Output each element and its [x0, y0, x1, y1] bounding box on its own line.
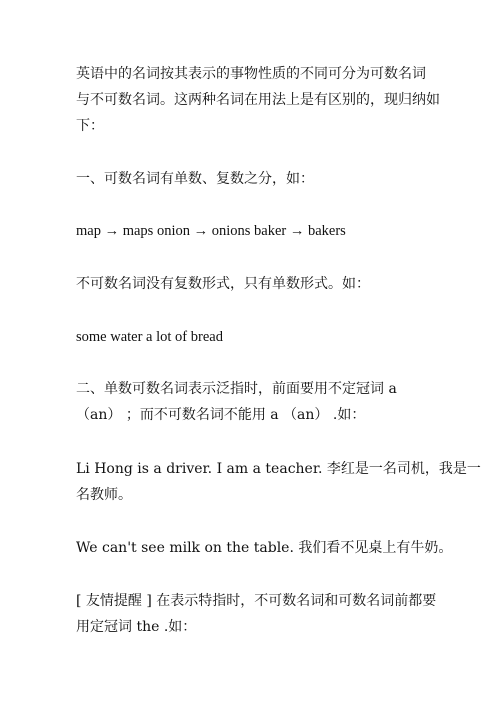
plural-examples-text: map → maps onion → onions baker → bakers	[76, 223, 346, 239]
intro-line-1: 英语中的名词按其表示的事物性质的不同可分为可数名词	[76, 66, 426, 82]
intro-paragraph	[76, 61, 440, 139]
tip-line-2: 用定冠词 the .如：	[76, 619, 197, 635]
sentence-example-paragraph	[76, 456, 481, 508]
milk-example-paragraph	[76, 535, 453, 561]
uncountable-rule-paragraph	[76, 271, 436, 297]
rule-two-paragraph	[76, 376, 436, 428]
sentence-example-line-2: 名教师。	[76, 487, 132, 503]
uncountable-examples-text: some water a lot of bread	[76, 329, 223, 345]
rule-one-paragraph	[76, 166, 436, 192]
rule-one-text: 一、可数名词有单数、复数之分，如：	[76, 171, 314, 187]
uncountable-examples	[76, 324, 436, 350]
tip-paragraph	[76, 588, 436, 640]
sentence-example-line-1: Li Hong is a driver. I am a teacher. 李红是一名司机，我是一	[76, 461, 481, 477]
intro-line-3: 下：	[76, 118, 104, 134]
rule-two-line-2: （an） ；而不可数名词不能用 a （an） .如：	[76, 407, 366, 423]
intro-line-2: 与不可数名词。这两种名词在用法上是有区别的，现归纳如	[76, 92, 440, 108]
plural-examples	[76, 218, 436, 244]
rule-two-line-1: 二、单数可数名词表示泛指时，前面要用不定冠词 a	[76, 381, 397, 397]
milk-example-text: We can't see milk on the table. 我们看不见桌上有牛奶。	[76, 540, 453, 556]
tip-line-1: [ 友情提醒 ] 在表示特指时，不可数名词和可数名词前都要	[76, 593, 437, 609]
uncountable-rule-text: 不可数名词没有复数形式，只有单数形式。如：	[76, 276, 370, 292]
